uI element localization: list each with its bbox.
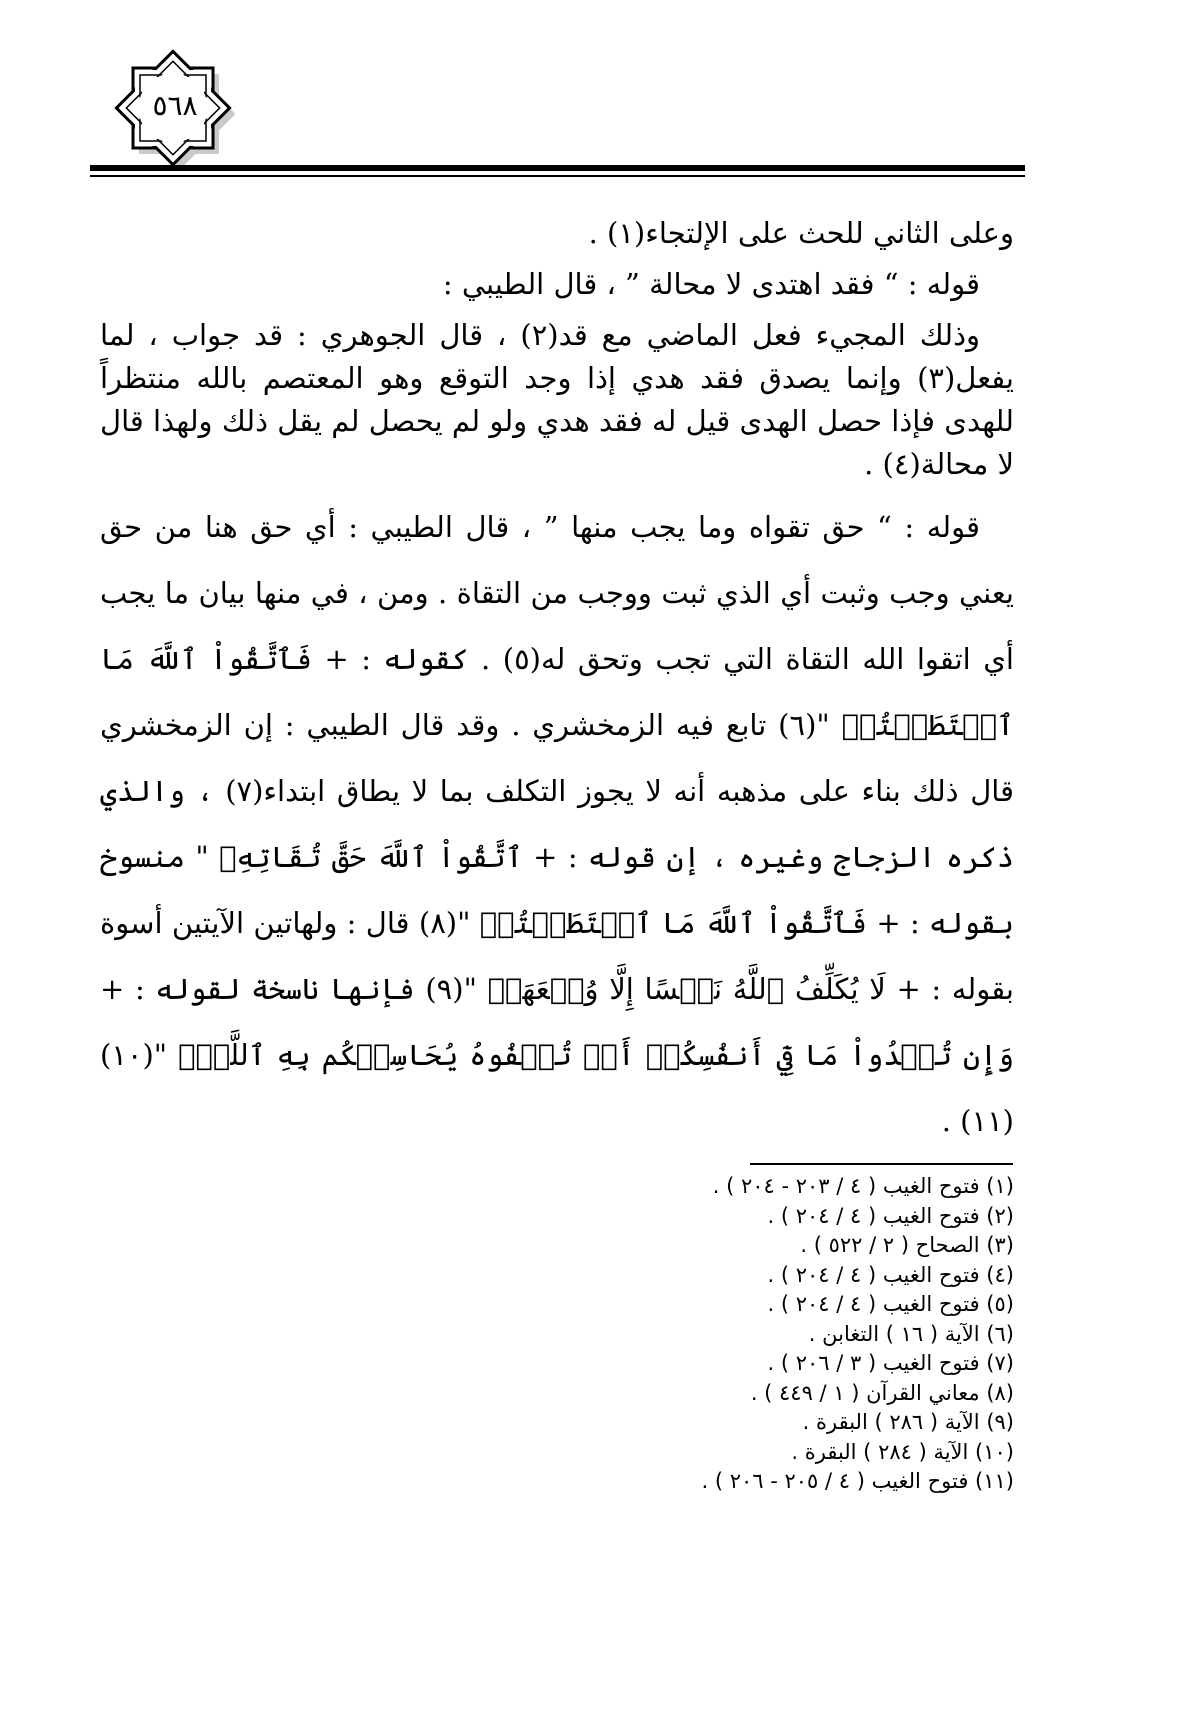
footnote-item: (٩) الآية ( ٢٨٦ ) البقرة . — [802, 1410, 1014, 1434]
paragraph-3: وذلك المجيء فعل الماضي مع قد(٢) ، قال الجوهري : قد جواب ، لما يفعل(٣) وإنما يصدق فقد هدي إذا وجد التوقع وهو المعتصم بالله منتظراً للهدى فإذا حصل الهدى قيل له فقد هدي ولو لم يحصل لم يقل ذلك ولهذا قال لا محالة(٤) . — [100, 318, 1014, 481]
footnote-item: (٥) فتوح الغيب ( ٤ / ٢٠٤ ) . — [767, 1292, 1014, 1316]
footnote-item: (٣) الصحاح ( ٢ / ٥٢٢ ) . — [800, 1233, 1014, 1257]
header-rule-thick — [90, 165, 1025, 171]
footnote-item: (٧) فتوح الغيب ( ٣ / ٢٠٦ ) . — [767, 1351, 1014, 1375]
footnote-item: (١) فتوح الغيب ( ٤ / ٢٠٣ - ٢٠٤ ) . — [712, 1174, 1014, 1198]
footnotes — [100, 1172, 1014, 1497]
footnote-item: (٨) معاني القرآن ( ١ / ٤٤٩ ) . — [750, 1380, 1014, 1405]
main-text — [100, 212, 1014, 1162]
footnote-item: (٤) فتوح الغيب ( ٤ / ٢٠٤ ) . — [767, 1262, 1014, 1287]
footnote-separator — [750, 1163, 1013, 1165]
header-rule-thin — [90, 175, 1025, 177]
paragraph-1: وعلى الثاني للحث على الإلتجاء(١) . — [588, 216, 1014, 250]
paragraph-4: قوله : “ حق تقواه وما يجب منها ” ، قال الطيبي : أي حق هنا من حق يعني وجب وثبت أي الذي ثبت ووجب من التقاة . ومن ، في منها بيان ما يجب أي اتقوا الله التقاة التي تجب وتحق له(٥) . كقوله : + فَٱتَّقُواْ ٱللَّهَ مَا ٱسۡتَطَعۡتُمۡ "(٦) تابع فيه الزمخشري . وقد قال الطيبي : إن الزمخشري قال ذلك بناء على مذهبه أنه لا يجوز التكلف بما لا يطاق ابتداء(٧) ، والذي ذكره الزجاج وغيره ، إن قوله : + ٱتَّقُواْ ٱللَّهَ حَقَّ تُقَاتِهِۦ " منسوخ بقوله : + فَٱتَّقُواْ ٱللَّهَ مَا ٱسۡتَطَعۡتُمۡ "(٨) قال : ولهاتين الآيتين أسوة بقوله : + لَا يُكَلِّفُ ٱللَّهُ نَفۡسًا إِلَّا وُسۡعَهَاۚ "(٩) فإنها ناسخة لقوله : + وَإِن تُبۡدُواْ مَا فِيٓ أَنفُسِكُمۡ أَوۡ تُخۡفُوهُ يُحَاسِبۡكُم بِهِ ٱللَّهُۖ "(١٠)(١١) . — [100, 510, 1014, 1138]
footnote-item: (١٠) الآية ( ٢٨٤ ) البقرة . — [791, 1439, 1014, 1464]
footnote-item: (٦) الآية ( ١٦ ) التغابن . — [808, 1321, 1014, 1346]
page-number: ٥٦٨ — [152, 89, 198, 122]
footnote-item: (١١) فتوح الغيب ( ٤ / ٢٠٥ - ٢٠٦ ) . — [701, 1469, 1014, 1493]
paragraph-2: قوله : “ فقد اهتدى لا محالة ” ، قال الطيبي : — [442, 267, 980, 301]
footnote-item: (٢) فتوح الغيب ( ٤ / ٢٠٤ ) . — [767, 1203, 1014, 1228]
page-number-badge — [110, 45, 240, 175]
